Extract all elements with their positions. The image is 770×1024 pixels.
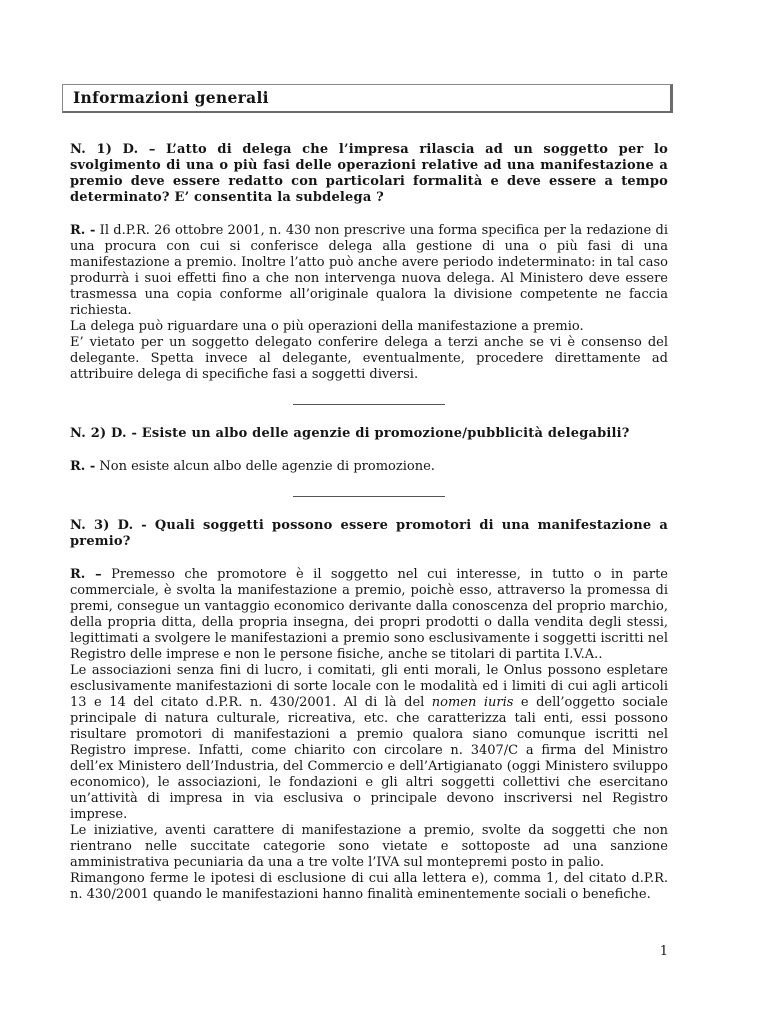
answer-1 [70,223,668,383]
answer-paragraph: Le iniziative, aventi carattere di manifestazione a premio, svolte da soggetti che non rientrano nelle succitate categorie sono vietate e sottoposte ad una sanzione amministrativa pecuniaria da una a tre volte l’IVA sul montepremi posto in palio. [70,823,668,870]
answer-paragraph: R. - Non esiste alcun albo delle agenzie di promozione. [70,459,435,474]
section-separator [293,404,445,405]
qa-section-1 [70,142,668,383]
title-box [62,84,673,113]
page-number: 1 [659,944,668,959]
answer-paragraph: Rimangono ferme le ipotesi di esclusione di cui alla lettera e), comma 1, del citato d.P.R. n. 430/2001 quando le manifestazioni hanno finalità eminentemente sociali o benefiche. [70,871,668,902]
answer-paragraph: E’ vietato per un soggetto delegato conferire delega a terzi anche se vi è consenso del delegante. Spetta invece al delegante, eventualmente, procedere direttamente ad attribuire delega di specifiche fasi a soggetti diversi. [70,335,668,382]
answer-paragraph: Le associazioni senza fini di lucro, i comitati, gli enti morali, le Onlus possono espletare esclusivamente manifestazioni di sorte locale con le modalità ed i limiti di cui agli articoli 13 e 14 del citato d.P.R. n. 430/2001. Al di là del nomen iuris e dell’oggetto sociale principale di natura culturale, ricreativa, etc. che caratterizza tali enti, essi possono risultare promotori di manifestazioni a premio qualora siano comunque iscritti nel Registro imprese. Infatti, come chiarito con circolare n. 3407/C a firma del Ministro dell’ex Ministero dell’Industria, del Commercio e dell’Artigianato (oggi Ministero sviluppo economico), le associazioni, le fondazioni e gli altri soggetti collettivi che esercitano un’attività di impresa in via esclusiva o principale devono inscriversi nel Registro imprese. [70,663,668,822]
answer-paragraph: R. – Premesso che promotore è il soggetto nel cui interesse, in tutto o in parte commerciale, è svolta la manifestazione a premio, poichè esso, attraverso la promessa di premi, consegue un vantaggio economico derivante dalla conoscenza del proprio marchio, della propria ditta, della propria insegna, dei propri prodotti o dalla vendita degli stessi, legittimati a svolgere le manifestazioni a premio sono esclusivamente i soggetti iscritti nel Registro delle imprese e non le persone fisiche, anche se titolari di partita I.V.A.. [70,567,668,662]
section-separator [293,496,445,497]
question-3: N. 3) D. - Quali soggetti possono essere promotori di una manifestazione a premio? [70,518,668,549]
page-title: Informazioni generali [73,88,269,107]
qa-section-3 [70,518,668,903]
answer-2 [70,459,668,475]
question-2: N. 2) D. - Esiste un albo delle agenzie di promozione/pubblicità delegabili? [70,426,630,441]
answer-paragraph: R. - Il d.P.R. 26 ottobre 2001, n. 430 non prescrive una forma specifica per la redazione di una procura con cui si conferisce delega alla gestione di una o più fasi di una manifestazione a premio. Inoltre l’atto può anche avere periodo indeterminato: in tal caso produrrà i suoi effetti fino a che non intervenga nuova delega. Al Ministero deve essere trasmessa una copia conforme all’originale qualora la divisione competente ne faccia richiesta. [70,223,668,318]
qa-section-2 [70,426,668,475]
question-1: N. 1) D. – L’atto di delega che l’impresa rilascia ad un soggetto per lo svolgimento di una o più fasi delle operazioni relative ad una manifestazione a premio deve essere redatto con particolari formalità e deve essere a tempo determinato? E’ consentita la subdelega ? [70,142,668,205]
answer-3 [70,567,668,903]
answer-paragraph: La delega può riguardare una o più operazioni della manifestazione a premio. [70,319,584,334]
